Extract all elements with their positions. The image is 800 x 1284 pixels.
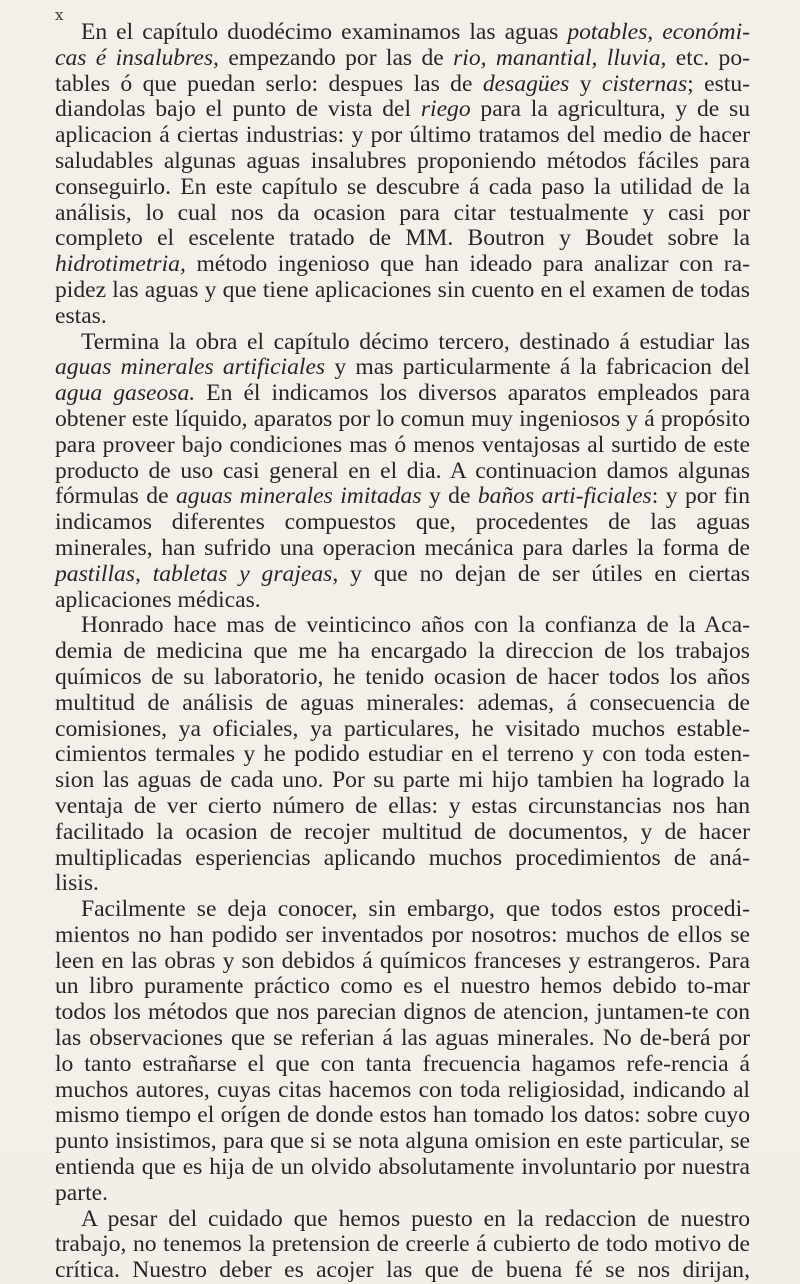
text-segment: En el capítulo duodécimo examinamos las aguas bbox=[80, 19, 568, 45]
italic-text: aguas minerales imitadas bbox=[175, 483, 422, 510]
text-segment: A pesar del cuidado que hemos puesto en la redaccion de nuestro trabajo, no tenemos la pretension de creerle á cubierto de todo motivo de crítica. Nuestro deber es acojer las que de buena fé se nos dirijan, bbox=[55, 1205, 750, 1284]
italic-text: rio, manantial, lluvia, bbox=[453, 44, 667, 71]
italic-text: pastillas, tabletas y grajeas, bbox=[55, 560, 339, 587]
italic-text: agua gaseosa. bbox=[55, 380, 196, 407]
italic-text: aguas minerales artificiales bbox=[55, 354, 326, 381]
italic-text: desagües bbox=[482, 70, 570, 97]
paragraph bbox=[55, 613, 750, 897]
italic-text: potables, económi-cas é insalubres, bbox=[55, 19, 750, 71]
text-segment: etc. po-tables ó que puedan serlo: despues las de bbox=[55, 44, 750, 97]
page-number: x bbox=[55, 6, 64, 24]
text-segment: : y por fin indicamos diferentes compuestos que, procedentes de las aguas minerales, han sufrido una operacion mecánica para darles la forma de bbox=[55, 483, 751, 561]
paragraph bbox=[55, 20, 750, 330]
text-segment: Facilmente se deja conocer, sin embargo, que todos estos procedi-mientos no han podido ser inventados por nosotros: muchos de ellos se leen en las obras y son debidos á químicos franceses y estrangeros. Para un libro puramente práctico como es el nuestro hemos debido to-mar todos los métodos que nos parecian dignos de atencion, juntamen-te con las observaciones que se referian á las aguas minerales. No de-berá por lo tanto estrañarse el que con tanta frecuencia hagamos refe-rencia á muchos autores, cuyas citas hacemos con toda religiosidad, indicando al mismo tiempo el orígen de donde estos han tomado los datos: sobre cuyo punto insistimos, para que si se nota alguna omision en este particular, se entienda que es hija de un olvido absolutamente involuntario por nuestra parte. bbox=[55, 896, 750, 1206]
text-segment: Honrado hace mas de veinticinco años con la confianza de la Aca-demia de medicina que me ha encargado la direccion de los trabajos químicos de su laboratorio, he tenido ocasion de hacer todos los años multitud de análisis de aguas minerales: ademas, á consecuencia de comisiones, ya oficiales, ya particulares, he visitado muchos estable-cimientos termales y he podido estudiar en el terreno y con toda esten-sion las aguas de cada uno. Por su parte mi hijo tambien ha logrado la ventaja de ver cierto número de ellas: y estas circunstancias nos han facilitado la ocasion de recojer multitud de documentos, y de hacer multiplicadas esperiencias aplicando muchos procedimientos de aná-lisis. bbox=[55, 612, 750, 897]
text-segment: Termina la obra el capítulo décimo tercero, destinado á estudiar las bbox=[80, 328, 750, 355]
text-segment: y bbox=[569, 70, 602, 97]
text-segment: método ingenioso que han ideado para analizar con ra-pidez las aguas y que tiene aplicaciones sin cuento en el examen de todas estas. bbox=[55, 251, 750, 329]
text-segment: y de bbox=[421, 483, 478, 510]
text-segment: para la agricultura, y de su aplicacion á ciertas industrias: y por último tratamos del medio de hacer saludables algunas aguas insalubres proponiendo métodos fáciles para conseguirlo. En este capítulo se descubre á cada paso la utilidad de la análisis, lo cual nos da ocasion para citar testualmente y casi por completo el escelente tratado de MM. Boutron y Boudet sobre la bbox=[55, 96, 750, 252]
paragraph bbox=[55, 330, 750, 614]
body-text bbox=[55, 20, 750, 1284]
italic-text: riego bbox=[420, 96, 471, 123]
italic-text: baños arti-ficiales bbox=[477, 483, 652, 510]
text-segment: y que no dejan de ser útiles en ciertas aplicaciones médicas. bbox=[55, 560, 750, 613]
italic-text: cisternas bbox=[601, 70, 688, 97]
text-segment: y mas particularmente á la fabricacion del bbox=[325, 354, 751, 381]
paragraph bbox=[55, 897, 750, 1207]
text-segment: En él indicamos los diversos aparatos empleados para obtener este líquido, aparatos por lo comun muy ingeniosos y á propósito para proveer bajo condiciones mas ó menos ventajosas al surtido de este producto de uso casi general en el dia. A continuacion damos algunas fórmulas de bbox=[55, 380, 750, 510]
italic-text: hidrotimetria, bbox=[55, 251, 186, 278]
text-segment: ; estu-diandolas bajo el punto de vista del bbox=[55, 70, 750, 123]
text-segment: empezando por las de bbox=[218, 44, 454, 71]
paragraph bbox=[55, 1207, 750, 1284]
